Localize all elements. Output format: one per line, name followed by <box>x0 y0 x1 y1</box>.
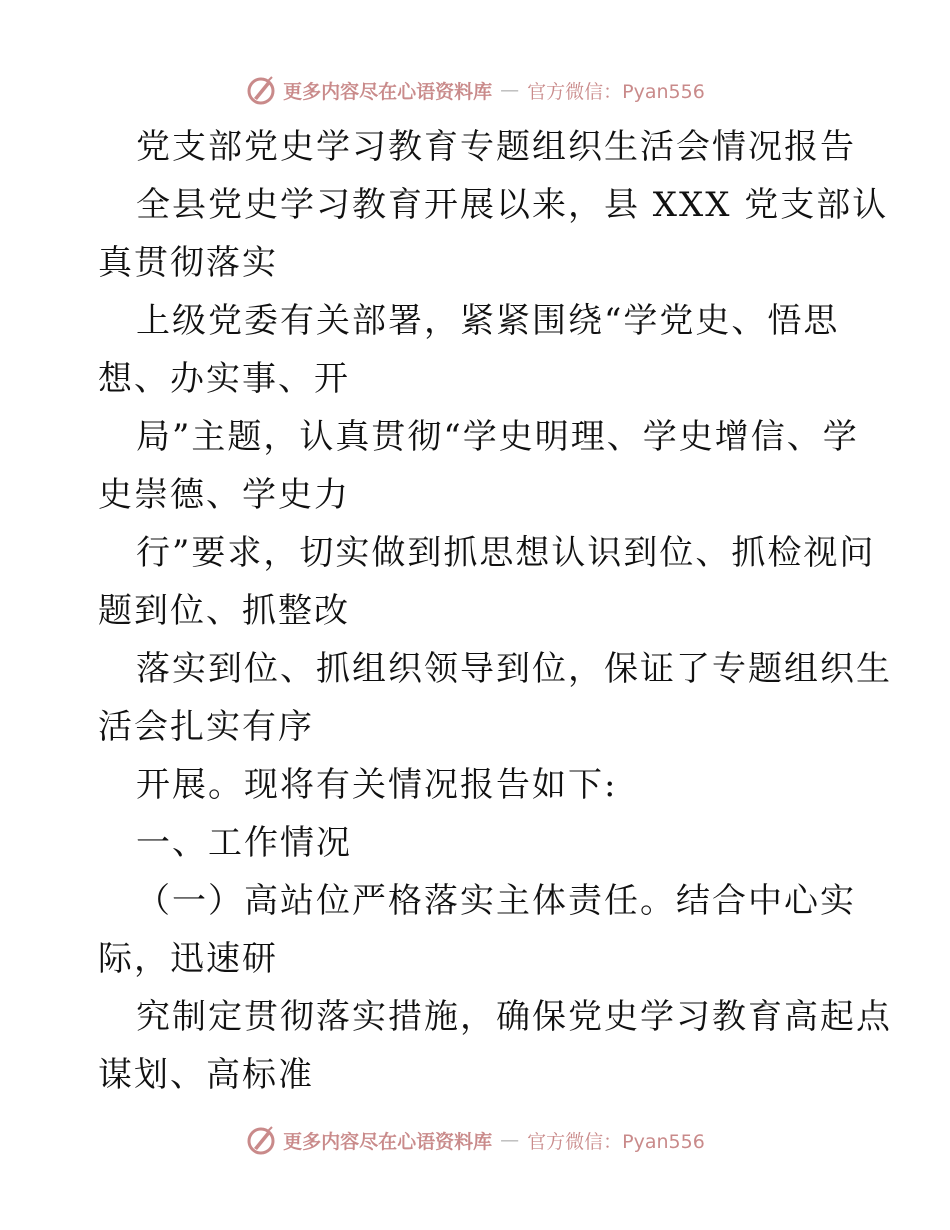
quill-pen-circle-icon <box>245 1124 277 1156</box>
footer-watermark <box>0 1120 950 1160</box>
document-line: 题到位、抓整改 <box>98 591 350 631</box>
quill-pen-circle-icon <box>245 74 277 106</box>
document-line: 究制定贯彻落实措施，确保党史学习教育高起点 <box>136 997 892 1037</box>
document-line: 活会扎实有序 <box>98 707 314 747</box>
document-line: 际，迅速研 <box>98 939 278 979</box>
watermark-separator: — <box>500 79 520 101</box>
document-line: 全县党史学习教育开展以来，县 XXX 党支部认 <box>136 185 889 225</box>
document-line: 史崇德、学史力 <box>98 475 350 515</box>
watermark-wechat-text: 官方微信：Pyan556 <box>527 1130 705 1153</box>
document-line: 一、工作情况 <box>136 823 352 863</box>
document-title: 党支部党史学习教育专题组织生活会情况报告 <box>136 127 856 167</box>
document-line: 落实到位、抓组织领导到位，保证了专题组织生 <box>136 649 892 689</box>
document-line: 真贯彻落实 <box>98 243 278 283</box>
document-line: （一）高站位严格落实主体责任。结合中心实 <box>136 881 856 921</box>
watermark-wechat-text: 官方微信：Pyan556 <box>527 80 705 103</box>
watermark-separator: — <box>500 1129 520 1151</box>
watermark-site-text: 更多内容尽在心语资料库 <box>283 80 493 103</box>
document-line: 行”要求，切实做到抓思想认识到位、抓检视问 <box>136 533 876 573</box>
document-line: 想、办实事、开 <box>98 359 350 399</box>
header-watermark <box>0 70 950 110</box>
document-line: 上级党委有关部署，紧紧围绕“学党史、悟思 <box>136 301 840 341</box>
document-line: 开展。现将有关情况报告如下: <box>136 765 618 805</box>
document-body <box>98 118 892 1104</box>
watermark-site-text: 更多内容尽在心语资料库 <box>283 1130 493 1153</box>
document-line: 局”主题，认真贯彻“学史明理、学史增信、学 <box>136 417 859 457</box>
document-line: 谋划、高标准 <box>98 1055 314 1095</box>
